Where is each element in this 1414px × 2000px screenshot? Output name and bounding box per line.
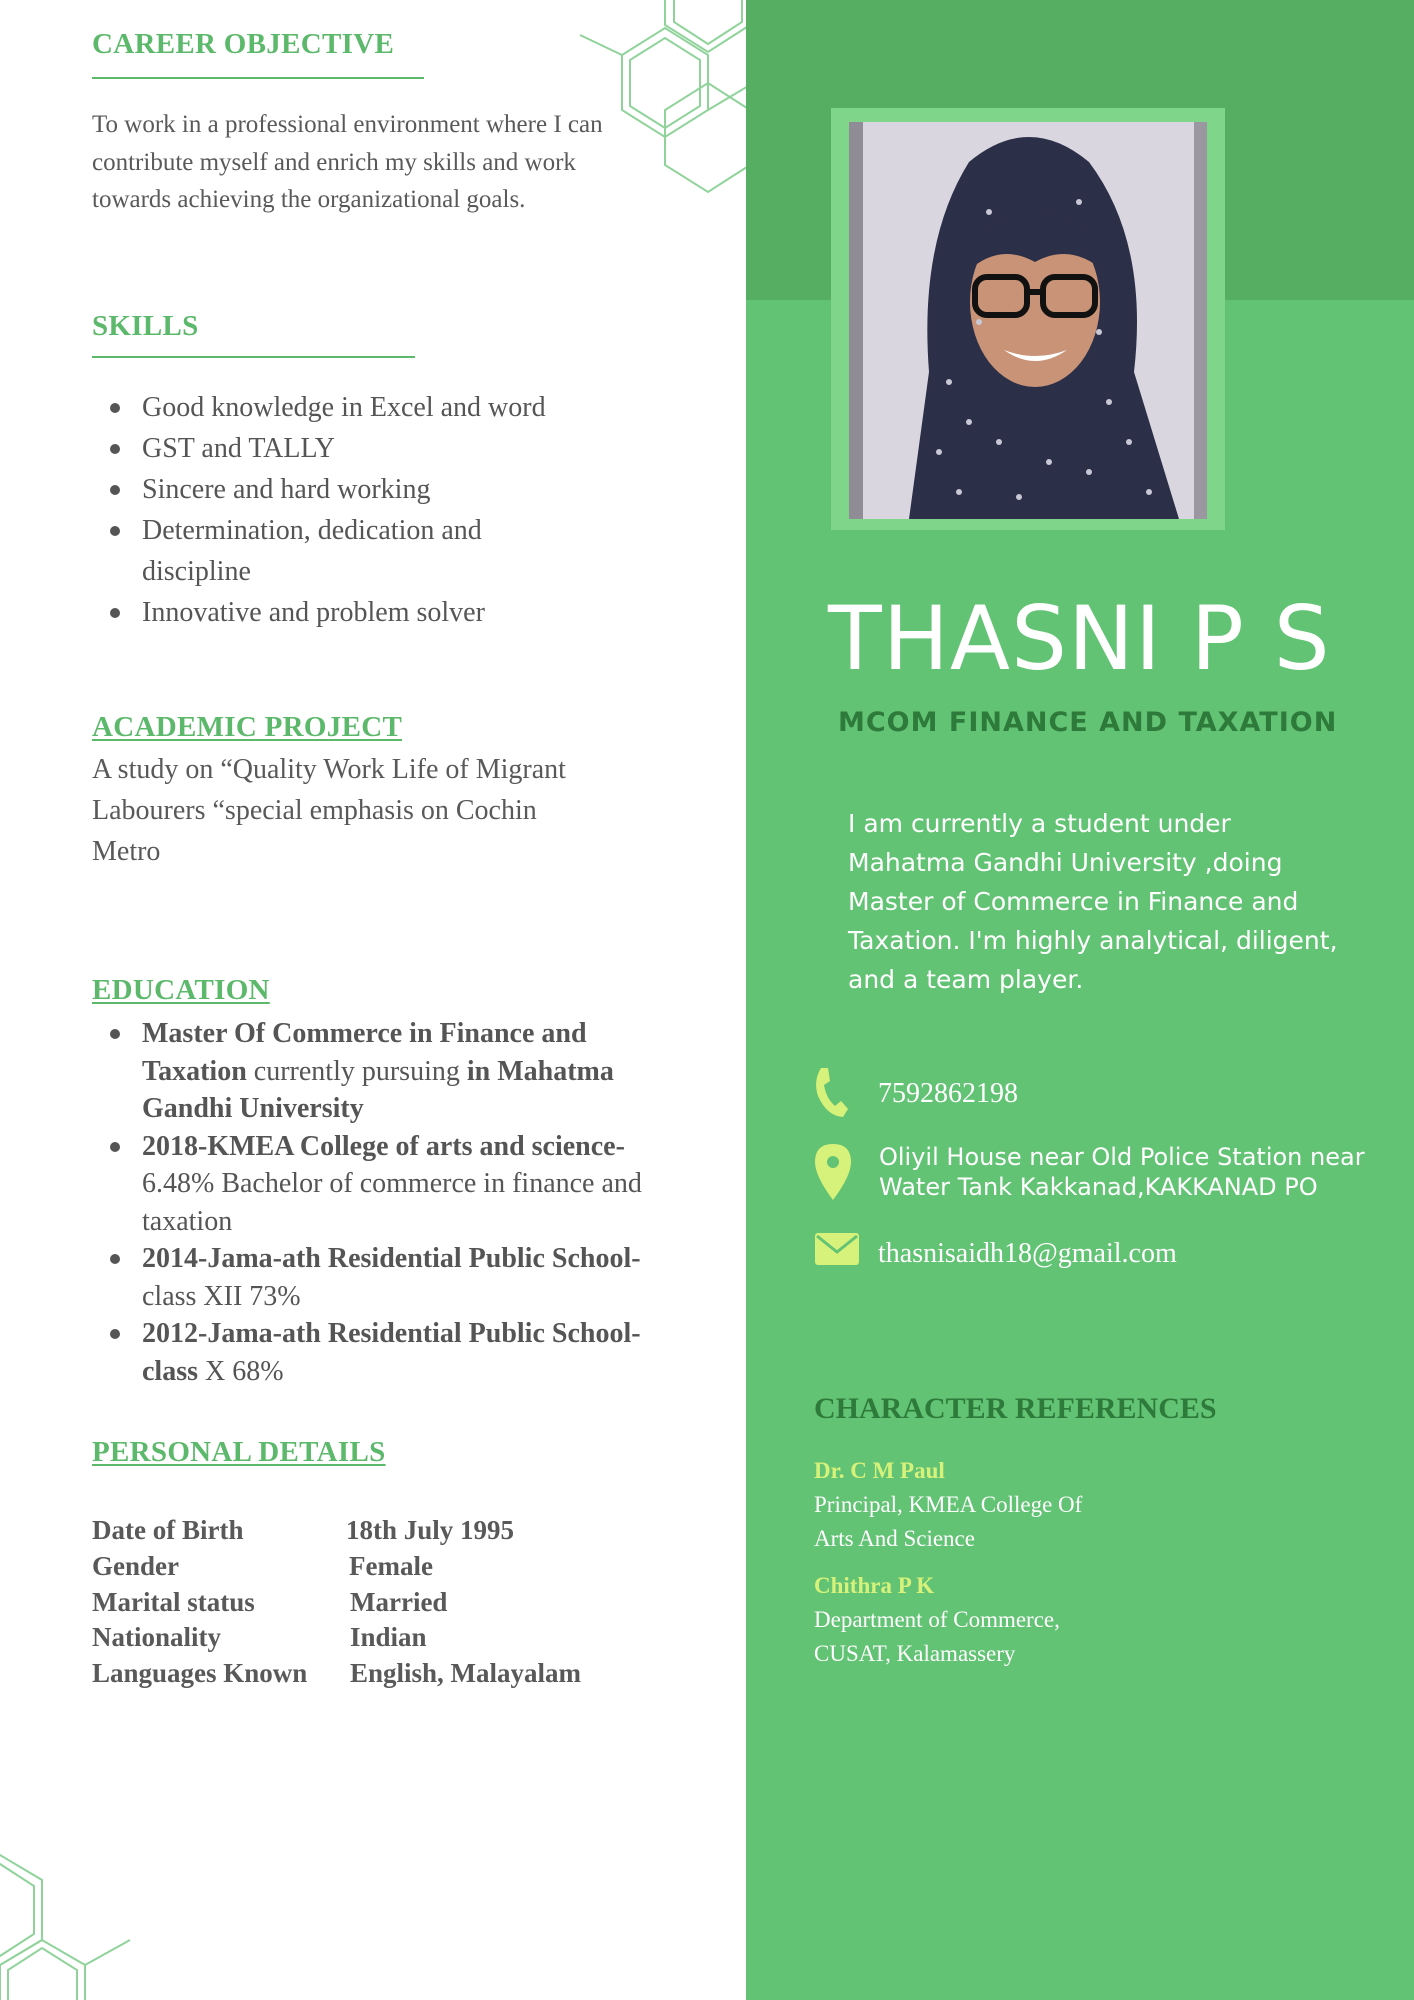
phone-number: 7592862198 — [878, 1078, 1018, 1109]
education-item-normal: currently pursuing — [246, 1055, 467, 1087]
reference-line-2: Arts And Science — [814, 1526, 975, 1551]
education-item-bold-2: in Mahatma Gandhi University — [142, 1055, 614, 1124]
education-item-bold: 2014-Jama-ath Residential Public School- — [142, 1243, 641, 1274]
profile-photo-illustration — [849, 122, 1207, 519]
education-list — [92, 1015, 652, 1390]
reference-line-1: Principal, KMEA College Of — [814, 1492, 1083, 1517]
skill-item: Sincere and hard working — [92, 469, 552, 510]
reference-line-1: Department of Commerce, — [814, 1607, 1060, 1632]
education-item-normal: class XII 73% — [142, 1280, 301, 1312]
personal-detail-label: Date of Birth — [92, 1515, 244, 1545]
reference-name: Chithra P K — [814, 1573, 935, 1598]
education-heading: EDUCATION — [92, 974, 270, 1006]
career-objective-text: To work in a professional environment where I can contribute myself and enrich my skills and work towards achieving the organizational goals. — [92, 111, 603, 213]
candidate-name: THASNI P S — [828, 587, 1331, 690]
profile-photo — [849, 122, 1207, 519]
reference-description — [814, 1488, 1082, 1556]
education-item-bold: Master Of Commerce in Finance and Taxation — [142, 1018, 587, 1087]
personal-detail-value: Married — [350, 1587, 448, 1617]
career-objective-rule — [92, 77, 424, 79]
skill-item: Good knowledge in Excel and word — [92, 387, 552, 428]
address-line-2: Water Tank Kakkanad,KAKKANAD PO — [879, 1173, 1318, 1201]
location-pin-icon — [815, 1144, 851, 1200]
personal-detail-label: Nationality — [92, 1622, 222, 1652]
personal-detail-value: Indian — [350, 1622, 427, 1652]
phone-icon — [813, 1066, 849, 1120]
academic-project-text: A study on “Quality Work Life of Migrant Labourers “special emphasis on Cochin Metro — [92, 754, 566, 867]
education-item — [92, 1128, 652, 1241]
academic-project-heading: ACADEMIC PROJECT — [92, 711, 403, 743]
skill-item: Innovative and problem solver — [92, 592, 552, 633]
reference-description — [814, 1603, 1060, 1671]
reference-name: Dr. C M Paul — [814, 1458, 945, 1483]
email-icon — [815, 1233, 859, 1265]
education-item — [92, 1315, 652, 1390]
personal-detail-value: 18th July 1995 — [346, 1515, 515, 1545]
character-references-heading: CHARACTER REFERENCES — [814, 1392, 1217, 1425]
education-item-bold: 2012-Jama-ath Residential Public School-class — [142, 1318, 641, 1387]
reference-line-2: CUSAT, Kalamassery — [814, 1641, 1016, 1666]
education-item-normal: 6.48% Bachelor of commerce in finance and taxation — [142, 1168, 642, 1237]
education-item — [92, 1240, 652, 1315]
skill-item: GST and TALLY — [92, 428, 552, 469]
hexagon-decoration-bottom — [0, 1850, 150, 2000]
skills-list — [92, 387, 552, 633]
education-item — [92, 1015, 652, 1128]
personal-detail-label: Languages Known — [92, 1658, 308, 1688]
personal-detail-value: Female — [349, 1551, 433, 1581]
skills-rule — [92, 356, 415, 358]
personal-detail-value: English, Malayalam — [350, 1658, 582, 1688]
about-text: I am currently a student under Mahatma Gandhi University ,doing Master of Commerce in Finance and Taxation. I'm highly analytical, diligent, and a team player. — [848, 809, 1338, 994]
education-item-bold: 2018-KMEA College of arts and science- — [142, 1130, 625, 1162]
education-item-normal: X 68% — [198, 1355, 284, 1387]
personal-detail-label: Marital status — [92, 1587, 255, 1617]
career-objective-heading: CAREER OBJECTIVE — [92, 28, 395, 60]
personal-details-heading: PERSONAL DETAILS — [92, 1436, 386, 1468]
skill-item: Determination, dedication and discipline — [92, 510, 552, 592]
skills-heading: SKILLS — [92, 310, 199, 342]
address-text — [879, 1142, 1365, 1202]
email-address: thasnisaidh18@gmail.com — [878, 1238, 1177, 1269]
personal-detail-label: Gender — [92, 1551, 179, 1581]
candidate-degree: MCOM FINANCE AND TAXATION — [838, 707, 1338, 738]
address-line-1: Oliyil House near Old Police Station near — [879, 1143, 1365, 1171]
